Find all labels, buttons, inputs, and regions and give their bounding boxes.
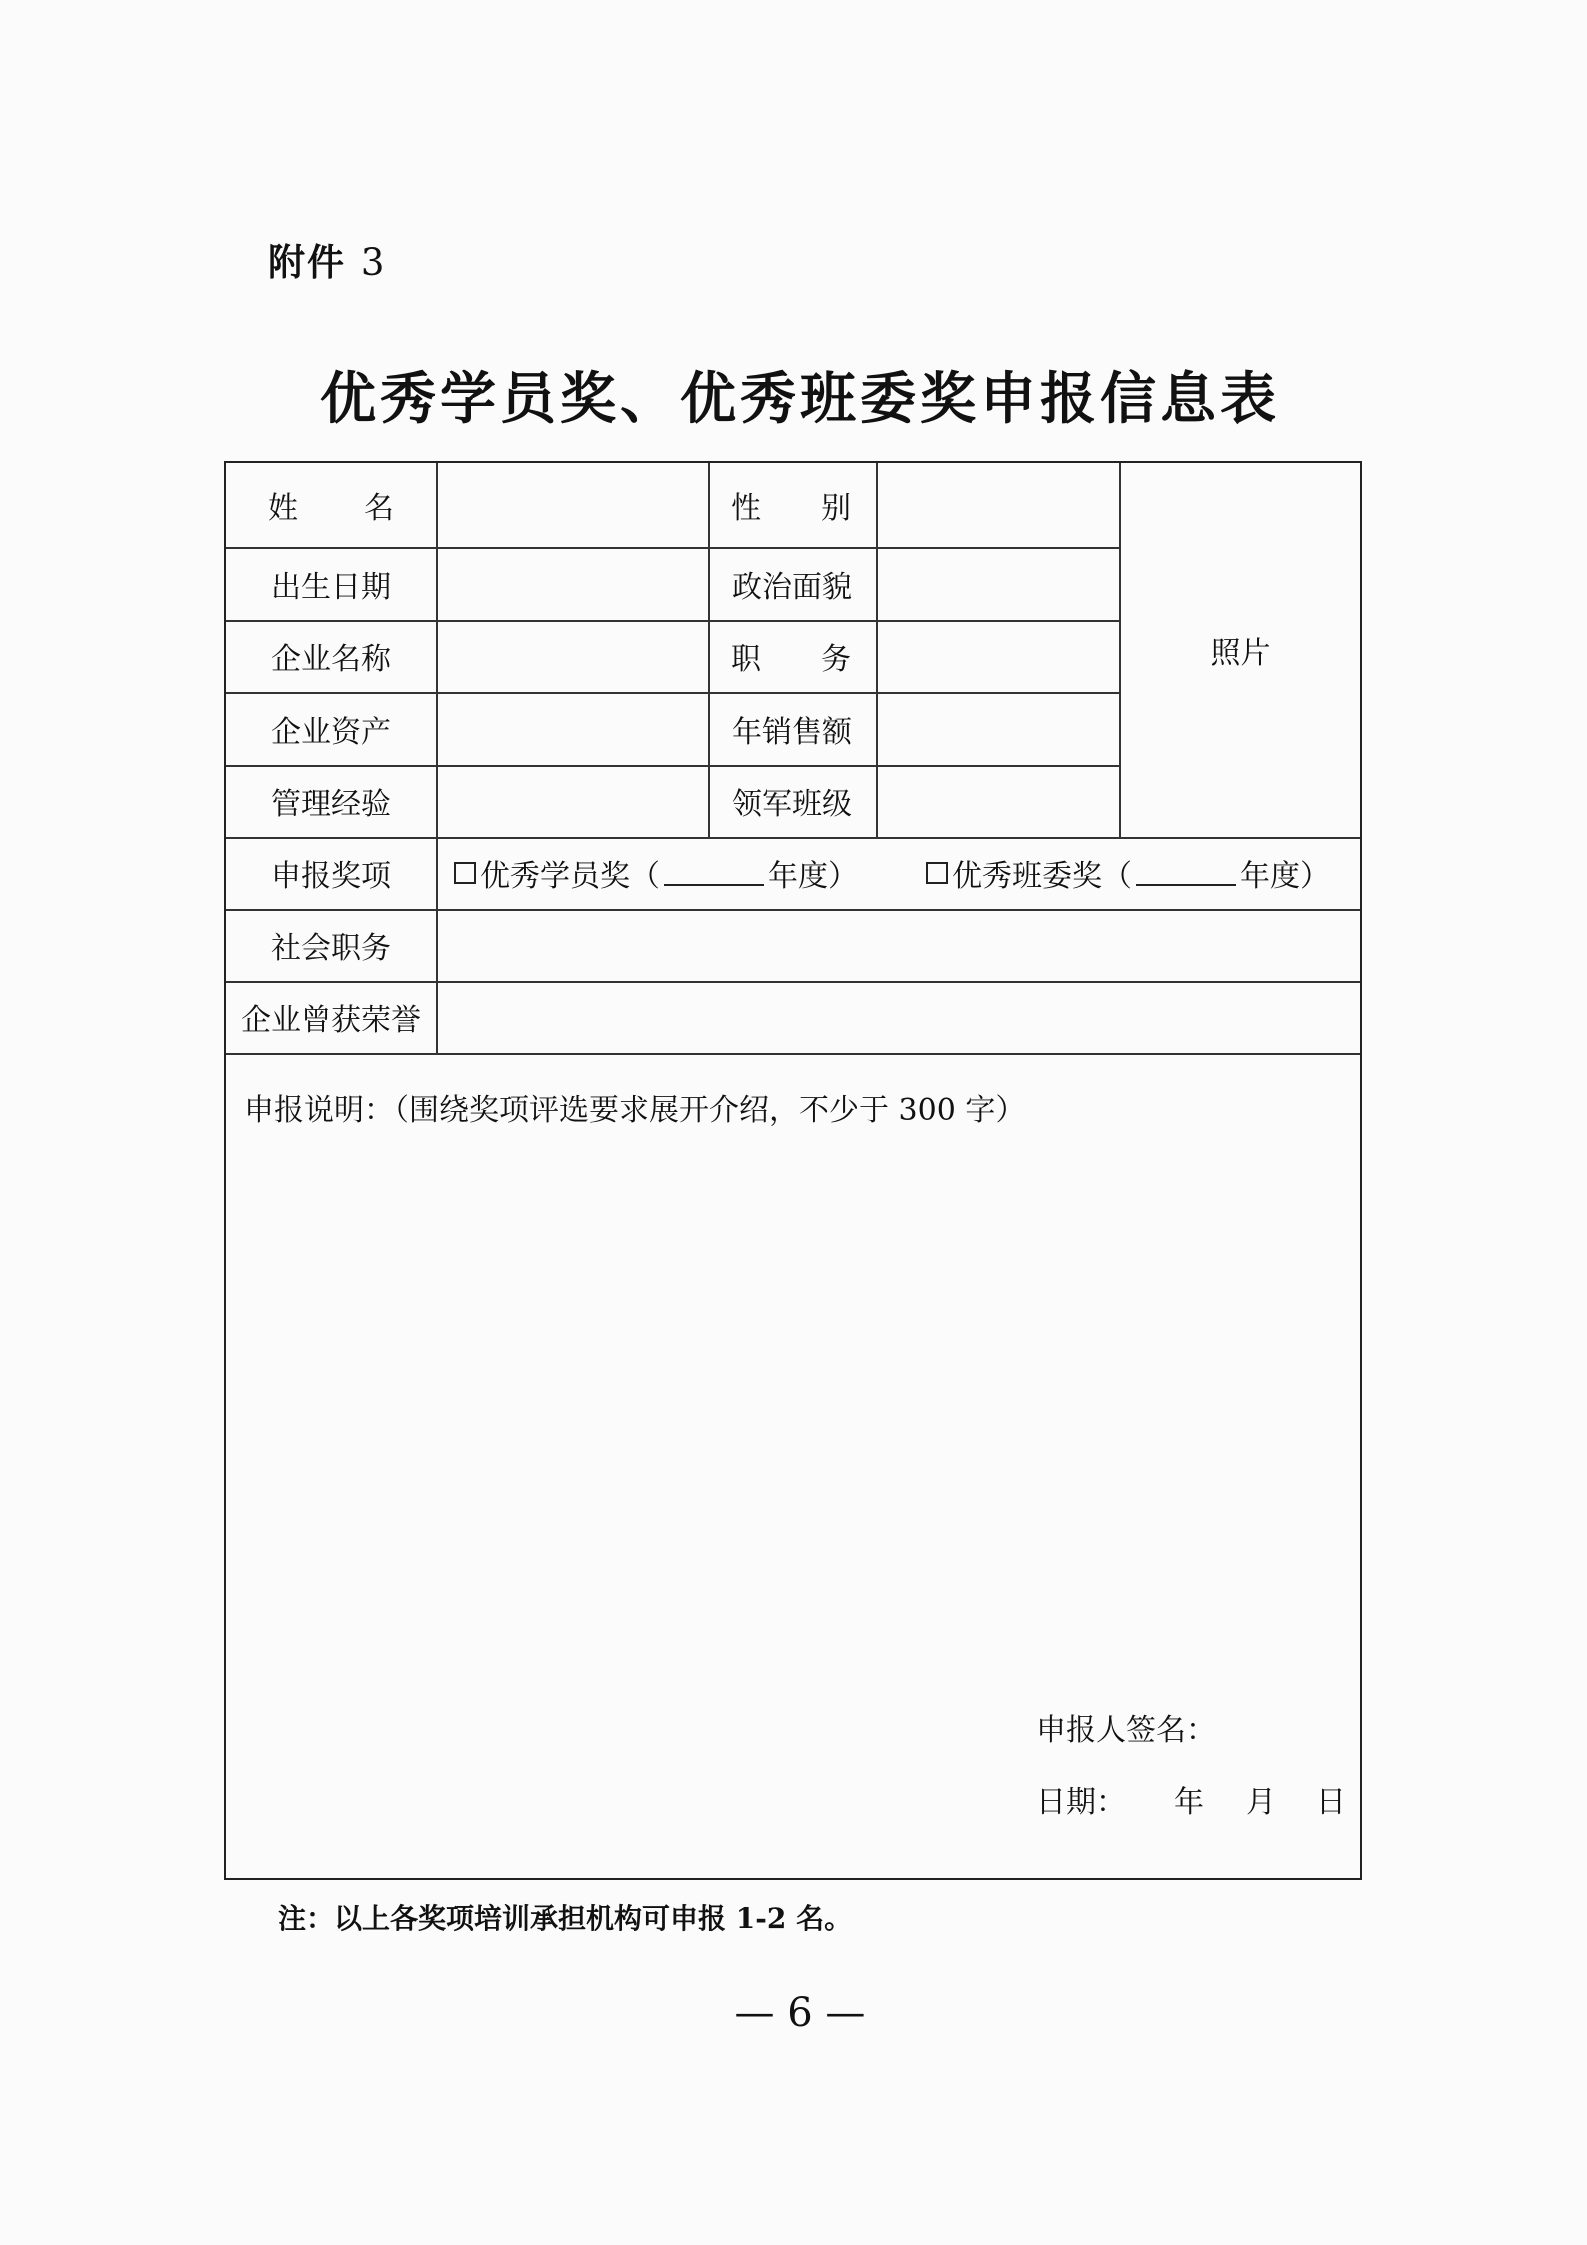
company-honors-field[interactable] [438, 983, 1358, 1053]
award-committee-suffix: 年度） [1240, 859, 1330, 894]
photo-area[interactable]: 照片 [1210, 636, 1271, 671]
award-student-checkbox[interactable] [454, 862, 476, 884]
award-option-committee[interactable] [926, 837, 1330, 909]
management-experience-label: 管理经验 [271, 787, 391, 822]
signature-label: 申报人签名： [1036, 1713, 1216, 1748]
annual-sales-field[interactable] [878, 694, 1117, 765]
social-position-label: 社会职务 [271, 931, 391, 966]
attachment-label [268, 232, 386, 286]
leading-class-field[interactable] [878, 767, 1117, 837]
award-label: 申报奖项 [271, 859, 391, 894]
award-student-suffix: 年度） [768, 859, 858, 894]
application-form [224, 461, 1362, 1880]
gender-label: 性 别 [731, 491, 851, 526]
company-assets-label: 企业资产 [271, 714, 391, 750]
leading-class-label: 领军班级 [732, 787, 852, 822]
position-label: 职 务 [731, 642, 851, 677]
attachment-text: 附件 [268, 240, 346, 284]
company-honors-label: 企业曾获荣誉 [241, 1003, 421, 1038]
footnote: 注：以上各奖项培训承担机构可申报 1-2 名。 [278, 1902, 853, 1935]
position-field[interactable] [878, 622, 1117, 692]
company-name-field[interactable] [438, 622, 706, 692]
gender-field[interactable] [878, 463, 1117, 547]
date-month: 月 [1246, 1785, 1276, 1820]
description-area[interactable] [226, 1055, 1360, 1878]
award-committee-name: 优秀班委奖（ [952, 859, 1132, 894]
description-instruction: 申报说明：（围绕奖项评选要求展开介绍，不少于 300 字） [244, 1093, 1026, 1128]
annual-sales-label: 年销售额 [732, 714, 852, 750]
date-label: 日期： [1036, 1785, 1126, 1820]
name-label: 姓 名 [268, 491, 394, 526]
management-experience-field[interactable] [438, 767, 706, 837]
name-field[interactable] [438, 463, 706, 547]
birth-date-field[interactable] [438, 549, 706, 620]
political-status-field[interactable] [878, 549, 1117, 620]
social-position-field[interactable] [438, 911, 1358, 981]
company-name-label: 企业名称 [271, 642, 391, 677]
award-committee-checkbox[interactable] [926, 862, 948, 884]
company-assets-field[interactable] [438, 694, 706, 765]
date-year: 年 [1174, 1785, 1204, 1820]
attachment-number: 3 [360, 241, 387, 284]
award-student-name: 优秀学员奖（ [480, 859, 660, 894]
award-committee-year-blank[interactable] [1136, 860, 1236, 886]
award-option-student[interactable] [454, 837, 858, 909]
page-title: 优秀学员奖、优秀班委奖申报信息表 [320, 366, 1280, 432]
award-student-year-blank[interactable] [664, 860, 764, 886]
political-status-label: 政治面貌 [732, 569, 852, 605]
birth-date-label: 出生日期 [271, 569, 391, 605]
date-day: 日 [1316, 1785, 1346, 1820]
page-number: — 6 — [734, 1990, 866, 2036]
